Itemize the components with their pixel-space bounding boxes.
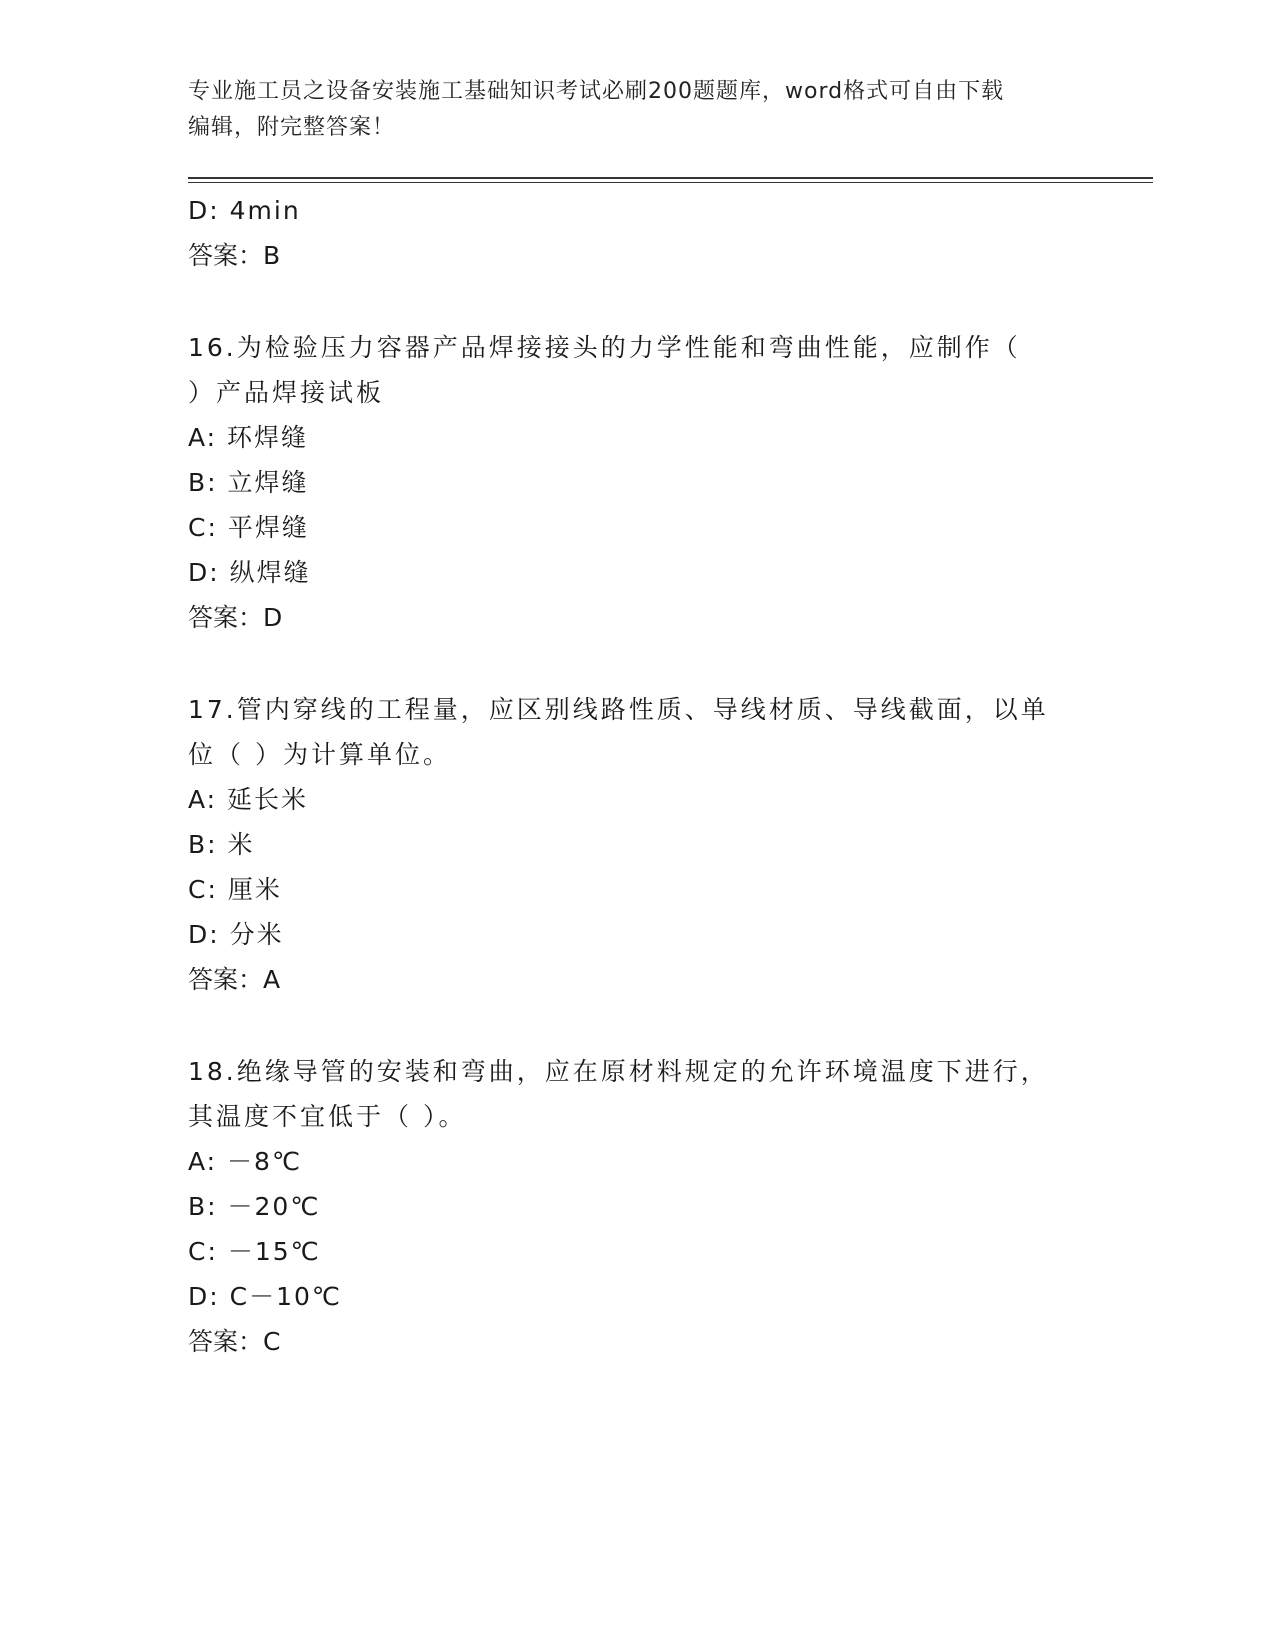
answer: 答案：A — [188, 965, 281, 994]
option-d: D: 4min — [188, 196, 301, 225]
question-stem-line-2: 位（ ）为计算单位。 — [188, 740, 451, 769]
option-b: B: 米 — [188, 830, 255, 859]
header-divider-thin — [188, 182, 1153, 183]
option-a: A: 环焊缝 — [188, 423, 309, 452]
previous-question-tail — [188, 188, 1088, 278]
question-18 — [188, 1049, 1088, 1364]
question-stem-line-2: 其温度不宜低于（ ）。 — [188, 1102, 467, 1131]
option-d: D: 分米 — [188, 920, 284, 949]
header-line-2: 编辑，附完整答案！ — [188, 115, 396, 140]
answer: 答案：C — [188, 1327, 281, 1356]
question-stem-line-1: 16.为检验压力容器产品焊接接头的力学性能和弯曲性能，应制作（ — [188, 333, 1021, 362]
header-line-1: 专业施工员之设备安装施工基础知识考试必刷200题题库，word格式可自由下载 — [188, 79, 1005, 104]
option-c: C: 厘米 — [188, 875, 282, 904]
question-stem-line-1: 17.管内穿线的工程量，应区别线路性质、导线材质、导线截面，以单 — [188, 695, 1049, 724]
answer: 答案：B — [188, 241, 281, 270]
option-d: D: C－10℃ — [188, 1282, 342, 1311]
option-c: C: 平焊缝 — [188, 513, 309, 542]
option-a: A: －8℃ — [188, 1147, 303, 1176]
question-17 — [188, 687, 1088, 1002]
question-16 — [188, 325, 1088, 640]
header-divider-thick — [188, 177, 1153, 179]
option-b: B: 立焊缝 — [188, 468, 309, 497]
answer: 答案：D — [188, 603, 283, 632]
document-body — [188, 188, 1088, 1364]
option-c: C: －15℃ — [188, 1237, 321, 1266]
option-a: A: 延长米 — [188, 785, 309, 814]
document-header — [188, 74, 1068, 146]
option-b: B: －20℃ — [188, 1192, 321, 1221]
question-stem-line-1: 18.绝缘导管的安装和弯曲，应在原材料规定的允许环境温度下进行， — [188, 1057, 1049, 1086]
question-stem-line-2: ）产品焊接试板 — [188, 378, 385, 407]
option-d: D: 纵焊缝 — [188, 558, 311, 587]
